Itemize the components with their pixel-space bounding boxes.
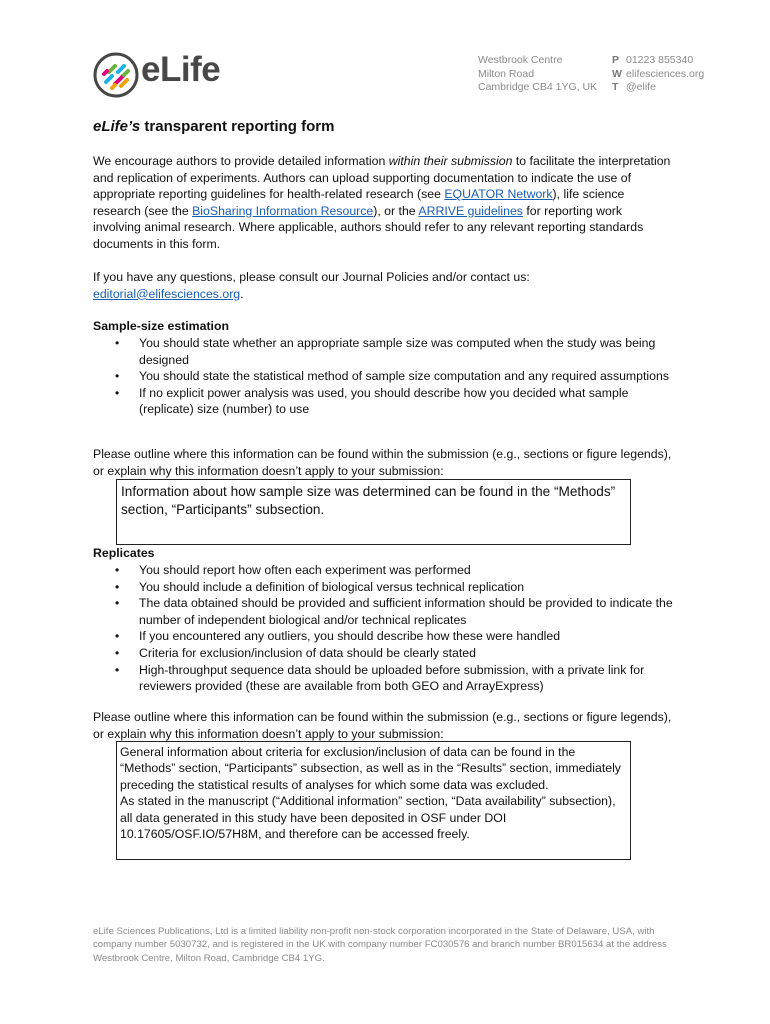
- text: .: [240, 286, 244, 301]
- text: ), life science research (see the: [93, 187, 625, 218]
- page-footer: eLife Sciences Publications, Ltd is a limited liability non-profit non-stock corporation incorporated in the State of Delaware, USA, with company number 5030732, and is registered in the UK with company number FC030576 and branch number BR015634 at the address Westbrook Centre, Milton Road, Cambridge CB4 1YG.: [93, 926, 667, 964]
- text: to facilitate the interpretation and replication of experiments. Authors can upload supporting documentation to indicate the use of appropriate reporting guidelines for health-related research (see: [93, 154, 671, 202]
- email-link[interactable]: editorial@elifesciences.org: [93, 286, 241, 301]
- list-item: • If you encountered any outliers, you should describe how these were handled: [93, 628, 673, 645]
- sample-size-answer-field[interactable]: Information about how sample size was determined can be found in the “Methods” section, “Participants” subsection.: [116, 479, 631, 545]
- text: We encourage authors to provide detailed information: [93, 154, 389, 168]
- title-rest: transparent reporting form: [140, 118, 335, 135]
- website[interactable]: elifesciences.org: [626, 67, 705, 80]
- address-line: Westbrook Centre: [478, 54, 563, 66]
- replicates-list: [93, 562, 673, 695]
- contact-key: T: [612, 81, 619, 93]
- address-line: Milton Road: [478, 67, 535, 80]
- text-emphasis: within their submission: [388, 154, 513, 168]
- contact-block: [612, 54, 704, 95]
- section-heading-replicates: Replicates: [93, 546, 155, 560]
- equator-network-link[interactable]: EQUATOR Network: [444, 187, 553, 202]
- arrive-guidelines-link[interactable]: ARRIVE guidelines: [418, 203, 523, 218]
- replicates-answer-field[interactable]: [116, 741, 631, 860]
- list-item: • You should state the statistical method of sample size computation and any required assumptions: [93, 368, 673, 385]
- list-item: • You should state whether an appropriate sample size was computed when the study was being designed: [93, 335, 673, 368]
- address-line: Cambridge CB4 1YG, UK: [478, 81, 598, 93]
- list-item: • Criteria for exclusion/inclusion of data should be clearly stated: [93, 645, 673, 662]
- intro-paragraph: [93, 153, 673, 253]
- text: for reporting work involving animal research. Where applicable, authors should refer to any relevant reporting standards documents in this form.: [93, 203, 644, 251]
- contact-paragraph: [93, 269, 673, 302]
- replicates-prompt: Please outline where this information can be found within the submission (e.g., sections or figure legends), or explain why this information doesn’t apply to your submission:: [93, 710, 672, 741]
- page-title: [93, 118, 334, 135]
- section-heading-sample-size: Sample-size estimation: [93, 319, 229, 333]
- list-item: • You should report how often each experiment was performed: [93, 562, 673, 579]
- answer-paragraph: As stated in the manuscript (“Additional information” section, “Data availability” subsection), all data generated in this study have been deposited in OSF under DOI 10.17605/OSF.IO/57H8M, and therefore can be accessed freely.: [120, 794, 616, 842]
- logo-wordmark: eLife: [141, 50, 221, 89]
- phone-number: 01223 855340: [626, 54, 694, 66]
- list-item: • High-throughput sequence data should be uploaded before submission, with a private link for reviewers provided (these are available from both GEO and ArrayExpress): [93, 662, 673, 695]
- biosharing-link[interactable]: BioSharing Information Resource: [192, 203, 374, 218]
- elife-logo-icon: [93, 52, 139, 98]
- text: ), or the: [373, 203, 419, 218]
- text: If you have any questions, please consult our Journal Policies and/or contact us:: [93, 270, 530, 284]
- list-item: • You should include a definition of biological versus technical replication: [93, 579, 673, 596]
- twitter-handle[interactable]: @elife: [626, 81, 656, 93]
- sample-size-list: [93, 335, 673, 418]
- contact-key: P: [612, 54, 620, 66]
- list-item: • If no explicit power analysis was used, you should describe how you decided what sample (replicate) size (number) to use: [93, 385, 673, 418]
- contact-key: W: [612, 67, 622, 80]
- title-italic: eLife’s: [93, 118, 141, 135]
- answer-paragraph: General information about criteria for exclusion/inclusion of data can be found in the “Methods” section, “Participants” subsection, as well as in the “Results” section, immediately preceding the statistical results of analyses for which some data was excluded.: [120, 745, 621, 792]
- address-block: [478, 54, 597, 95]
- list-item: • The data obtained should be provided and sufficient information should be provided to indicate the number of independent biological and/or technical replicates: [93, 595, 673, 628]
- sample-size-prompt: Please outline where this information can be found within the submission (e.g., sections or figure legends), or explain why this information doesn’t apply to your submission:: [93, 447, 672, 478]
